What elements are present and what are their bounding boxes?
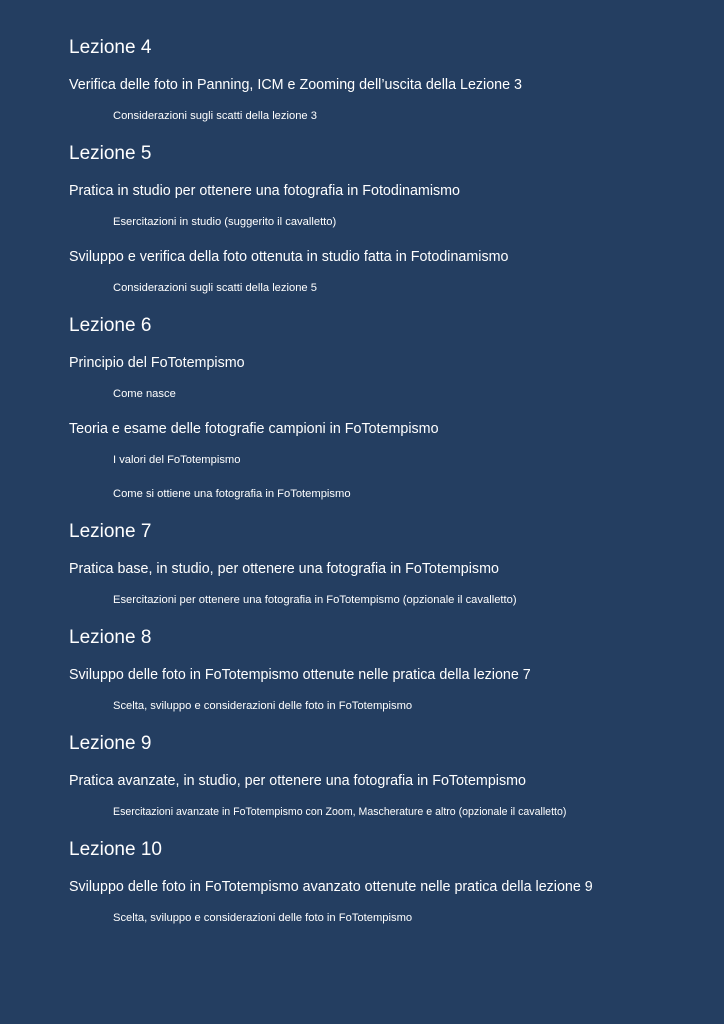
lesson-5	[69, 142, 709, 296]
lesson-subtopic: Esercitazioni avanzate in FoTotempismo con Zoom, Mascherature e altro (opzionale il cavalletto)	[113, 806, 567, 818]
lesson-subtopic: Scelta, sviluppo e considerazioni delle foto in FoTotempismo	[113, 912, 413, 924]
lesson-title: Lezione 5	[69, 143, 152, 164]
lesson-10	[69, 838, 709, 926]
lesson-title: Lezione 9	[69, 733, 152, 754]
lesson-title: Lezione 6	[69, 315, 152, 336]
lesson-topic: Sviluppo delle foto in FoTotempismo avanzato ottenute nelle pratica della lezione 9	[69, 879, 593, 895]
lesson-7	[69, 520, 709, 608]
lesson-title: Lezione 7	[69, 521, 152, 542]
lesson-subtopic: Scelta, sviluppo e considerazioni delle foto in FoTotempismo	[113, 700, 413, 712]
lesson-4	[69, 36, 709, 124]
lesson-9	[69, 732, 709, 820]
lesson-subtopic: Come nasce	[113, 388, 176, 400]
lesson-outline	[69, 36, 709, 944]
lesson-title: Lezione 8	[69, 627, 152, 648]
lesson-subtopic: I valori del FoTotempismo	[113, 454, 241, 466]
lesson-title: Lezione 10	[69, 839, 162, 860]
lesson-topic: Teoria e esame delle fotografie campioni in FoTotempismo	[69, 421, 439, 437]
lesson-topic: Pratica base, in studio, per ottenere una fotografia in FoTotempismo	[69, 561, 499, 577]
lesson-subtopic: Esercitazioni in studio (suggerito il cavalletto)	[113, 216, 337, 228]
lesson-subtopic: Esercitazioni per ottenere una fotografia in FoTotempismo (opzionale il cavalletto)	[113, 594, 517, 606]
lesson-topic: Pratica avanzate, in studio, per ottenere una fotografia in FoTotempismo	[69, 773, 526, 789]
lesson-subtopic: Considerazioni sugli scatti della lezione 3	[113, 110, 317, 122]
lesson-6	[69, 314, 709, 502]
lesson-title: Lezione 4	[69, 37, 152, 58]
lesson-topic: Sviluppo e verifica della foto ottenuta in studio fatta in Fotodinamismo	[69, 249, 509, 265]
lesson-topic: Verifica delle foto in Panning, ICM e Zooming dell’uscita della Lezione 3	[69, 77, 522, 93]
lesson-topic: Pratica in studio per ottenere una fotografia in Fotodinamismo	[69, 183, 461, 199]
lesson-topic: Sviluppo delle foto in FoTotempismo ottenute nelle pratica della lezione 7	[69, 667, 531, 683]
lesson-topic: Principio del FoTotempismo	[69, 355, 245, 371]
lesson-8	[69, 626, 709, 714]
lesson-subtopic: Considerazioni sugli scatti della lezione 5	[113, 282, 317, 294]
lesson-subtopic: Come si ottiene una fotografia in FoTotempismo	[113, 488, 351, 500]
